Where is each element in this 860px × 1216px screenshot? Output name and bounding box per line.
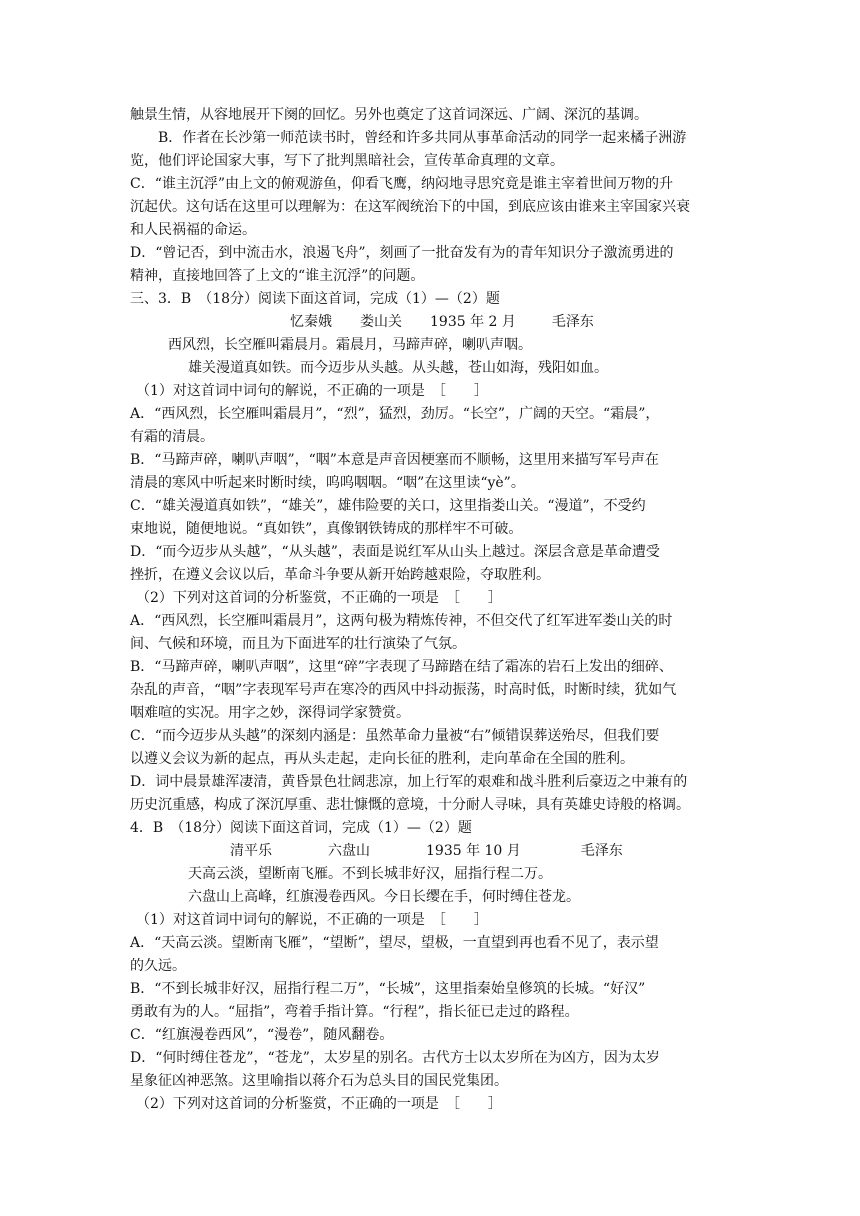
text-line: （2）下列对这首词的分析鉴赏，不正确的一项是 ［ ］	[136, 1096, 502, 1112]
text-line: （1）对这首词中词句的解说，不正确的一项是 ［ ］	[136, 383, 488, 399]
text-line: D．“曾记否，到中流击水，浪遏飞舟”，刻画了一批奋发有为的青年知识分子激流勇进的	[130, 245, 674, 261]
poem-1-heading	[130, 311, 800, 334]
text-block-3	[130, 909, 800, 1116]
text-line: B．“马蹄声碎，喇叭声咽”，“咽”本意是声音因梗塞而不顺畅，这里用来描写军号声在	[130, 452, 659, 468]
text-line: （2）下列对这首词的分析鉴赏，不正确的一项是 ［ ］	[136, 590, 502, 606]
text-line: 间、气候和环境，而且为下面进军的壮行演染了气氛。	[130, 636, 466, 652]
text-line: 览，他们评论国家大事，写下了批判黑暗社会，宣传革命真理的文章。	[130, 153, 564, 169]
poem-2-place: 六盘山	[328, 843, 370, 859]
text-line: 星象征凶神恶煞。这里喻指以蒋介石为总头目的国民党集团。	[130, 1073, 508, 1089]
text-line: （1）对这首词中词句的解说，不正确的一项是 ［ ］	[136, 912, 488, 928]
poem-2-title: 清平乐	[230, 843, 272, 859]
poem-2-heading	[130, 840, 800, 863]
text-line: C．“谁主沉浮”由上文的俯观游鱼，仰看飞鹰，纳闷地寻思究竟是谁主宰着世间万物的升	[130, 176, 674, 192]
text-line: 的久远。	[130, 958, 186, 974]
text-line: C．“红旗漫卷西风”，“漫卷”，随风翻卷。	[130, 1027, 394, 1043]
text-line: C．“而今迈步从头越”的深刻内涵是：虽然革命力量被“右”倾错误葬送殆尽，但我们要	[130, 728, 660, 744]
text-line: 有霜的清晨。	[130, 429, 214, 445]
text-line: B．“马蹄声碎，喇叭声咽”，这里“碎”字表现了马蹄踏在结了霜冻的岩石上发出的细碎、	[130, 659, 673, 675]
text-line: 沉起伏。这句话在这里可以理解为：在这军阀统治下的中国，到底应该由谁来主宰国家兴衰	[130, 199, 690, 215]
poem-1-line-2: 雄关漫道真如铁。而今迈步从头越。从头越，苍山如海，残阳如血。	[188, 360, 608, 376]
poem-1-line-1: 西风烈，长空雁叫霜晨月。霜晨月，马蹄声碎，喇叭声咽。	[168, 337, 532, 353]
document-page	[130, 104, 800, 1116]
text-line: B．作者在长沙第一师范读书时，曾经和许多共同从事革命活动的同学一起来橘子洲游	[158, 130, 687, 146]
text-line: 杂乱的声音，“咽”字表现军号声在寒冷的西风中抖动振荡，时高时低，时断时续，犹如气	[130, 682, 677, 698]
text-line: D．“而今迈步从头越”，“从头越”，表面是说红军从山头上越过。深层含意是革命遭受	[130, 544, 660, 560]
text-block-1	[130, 104, 800, 311]
text-line: 以遵义会议为新的起点，再从头走起，走向长征的胜利，走向革命在全国的胜利。	[130, 751, 634, 767]
text-line: A．“西风烈，长空雁叫霜晨月”，这两句极为精炼传神，不但交代了红军进军娄山关的时	[130, 613, 673, 629]
text-line: 精神，直接地回答了上文的“谁主沉浮”的问题。	[130, 268, 425, 284]
poem-1-place: 娄山关	[360, 314, 402, 330]
text-line: 勇敢有为的人。“屈指”，弯着手指计算。“行程”，指长征已走过的路程。	[130, 1004, 579, 1020]
text-line: 三、3．B （18分）阅读下面这首词，完成（1）—（2）题	[130, 291, 500, 307]
poem-2-line-1: 天高云淡，望断南飞雁。不到长城非好汉，屈指行程二万。	[188, 866, 552, 882]
text-line: 触景生情，从容地展开下阕的回忆。另外也奠定了这首词深远、广阔、深沉的基调。	[130, 107, 648, 123]
text-line: D．“何时缚住苍龙”，“苍龙”，太岁星的别名。古代方士以太岁所在为凶方，因为太岁	[130, 1050, 660, 1066]
text-line: 束地说，随便地说。“真如铁”，真像钢铁铸成的那样牢不可破。	[130, 521, 523, 537]
text-line: B．“不到长城非好汉，屈指行程二万”，“长城”，这里指秦始皇修筑的长城。“好汉”	[130, 981, 646, 997]
poem-2-line-2: 六盘山上高峰，红旗漫卷西风。今日长缨在手，何时缚住苍龙。	[188, 889, 580, 905]
text-line: 清晨的寒风中听起来时断时续，呜呜咽咽。“咽”在这里读“yè”。	[130, 475, 525, 491]
poem-1-date: 1935 年 2 月	[430, 314, 516, 330]
poem-1-author: 毛泽东	[551, 314, 594, 330]
text-line: A．“天高云淡。望断南飞雁”，“望断”，望尽，望极，一直望到再也看不见了，表示望	[130, 935, 659, 951]
text-block-2	[130, 380, 800, 840]
text-line: A．“西风烈，长空雁叫霜晨月”，“烈”，猛烈，劲厉。“长空”，广阔的天空。“霜晨”，	[130, 406, 660, 422]
text-line: 历史沉重感，构成了深沉厚重、悲壮慷慨的意境，十分耐人寻味，具有英雄史诗般的格调。	[130, 797, 690, 813]
poem-1-title: 忆秦娥	[290, 314, 332, 330]
poem-2-author: 毛泽东	[580, 843, 623, 859]
text-line: 挫折，在遵义会议以后，革命斗争要从新开始跨越艰险，夺取胜利。	[130, 567, 550, 583]
text-line: 咽难喧的实况。用字之妙，深得词学家赞赏。	[130, 705, 410, 721]
text-line: 和人民祸福的命运。	[130, 222, 256, 238]
poem-2-date: 1935 年 10 月	[426, 843, 521, 859]
text-line: D．词中晨景雄浑凄清，黄昏景色壮阔悲凉，加上行军的艰难和战斗胜利后豪迈之中兼有的	[130, 774, 688, 790]
text-line: 4．B （18分）阅读下面这首词，完成（1）—（2）题	[130, 820, 472, 836]
text-line: C．“雄关漫道真如铁”，“雄关”，雄伟险要的关口，这里指娄山关。“漫道”，不受约	[130, 498, 646, 514]
